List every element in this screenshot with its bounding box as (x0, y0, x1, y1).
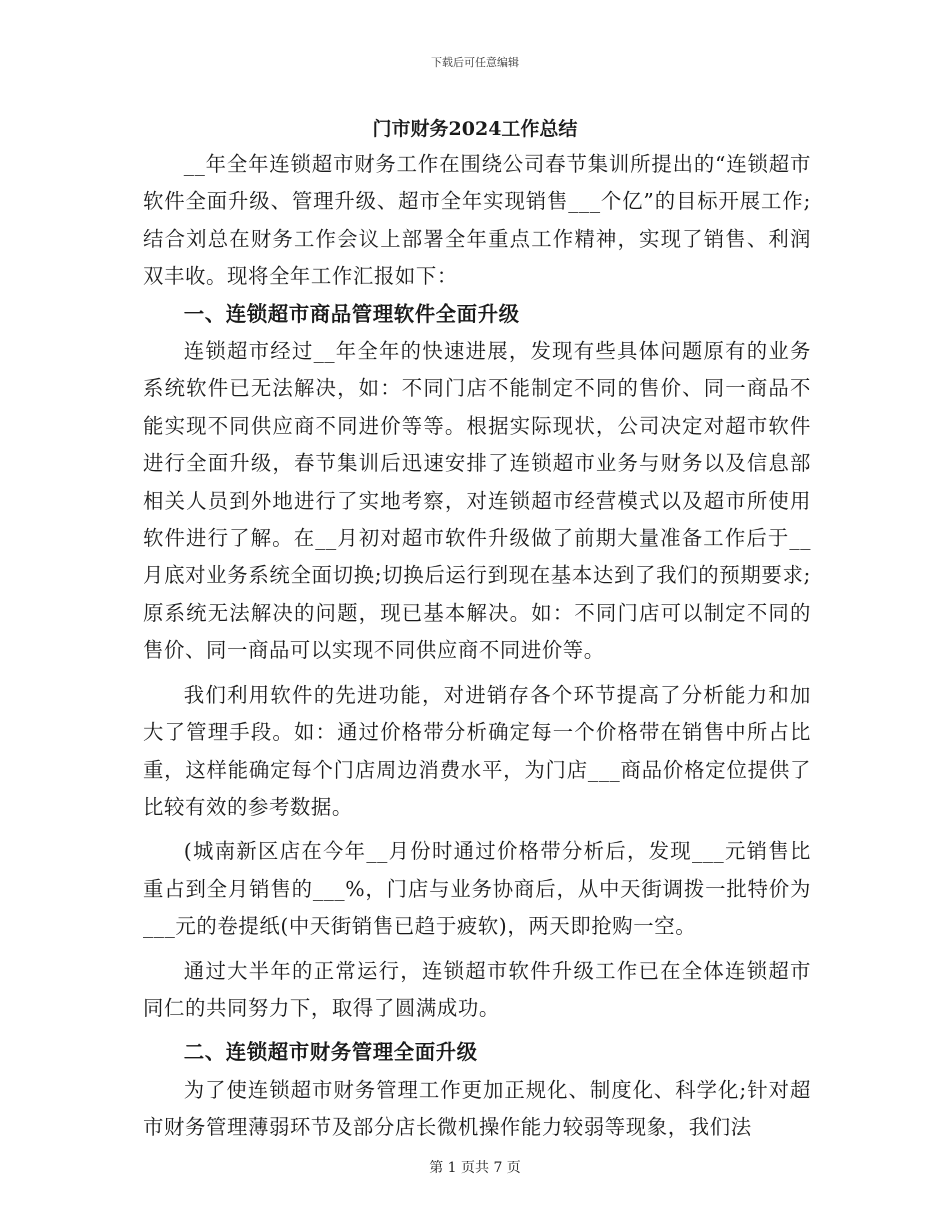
section-1-paragraph-2: 我们利用软件的先进功能，对进销存各个环节提高了分析能力和加大了管理手段。如：通过价格带分析确定每一个价格带在销售中所占比重，这样能确定每个门店周边消费水平，为门店___商品价格定位提供了比较有效的参考数据。 (143, 682, 811, 819)
page-header-note: 下载后可任意编辑 (431, 56, 519, 69)
section-1-paragraph-4: 通过大半年的正常运行，连锁超市软件升级工作已在全体连锁超市同仁的共同努力下，取得了圆满成功。 (143, 958, 811, 1020)
section-1-paragraph-3: (城南新区店在今年__月份时通过价格带分析后，发现___元销售比重占到全月销售的___%，门店与业务协商后，从中天街调拨一批特价为___元的卷提纸(中天街销售已趋于疲软)，两天即抢购一空。 (143, 839, 811, 939)
intro-paragraph: __年全年连锁超市财务工作在围绕公司春节集训所提出的“连锁超市软件全面升级、管理升级、超市全年实现销售___个亿”的目标开展工作;结合刘总在财务工作会议上部署全年重点工作精神，实现了销售、利润双丰收。现将全年工作汇报如下： (143, 152, 811, 289)
section-1-paragraph-1: 连锁超市经过__年全年的快速进展，发现有些具体问题原有的业务系统软件已无法解决，如：不同门店不能制定不同的售价、同一商品不能实现不同供应商不同进价等等。根据实际现状，公司决定对超市软件进行全面升级，春节集训后迅速安排了连锁超市业务与财务以及信息部相关人员到外地进行了实地考察，对连锁超市经营模式以及超市所使用软件进行了解。在__月初对超市软件升级做了前期大量准备工作后于__月底对业务系统全面切换;切换后运行到现在基本达到了我们的预期要求;原系统无法解决的问题，现已基本解决。如：不同门店可以制定不同的售价、同一商品可以实现不同供应商不同进价等。 (143, 339, 811, 663)
section-2-heading: 二、连锁超市财务管理全面升级 (183, 1040, 478, 1065)
section-1-heading: 一、连锁超市商品管理软件全面升级 (183, 301, 520, 326)
section-2-paragraph-1: 为了使连锁超市财务管理工作更加正规化、制度化、科学化;针对超市财务管理薄弱环节及部分店长微机操作能力较弱等现象，我们法 (143, 1077, 811, 1140)
page-number: 第 1 页共 7 页 (429, 1160, 521, 1176)
document-title: 门市财务2024工作总结 (372, 118, 578, 140)
document-body (143, 146, 811, 1147)
